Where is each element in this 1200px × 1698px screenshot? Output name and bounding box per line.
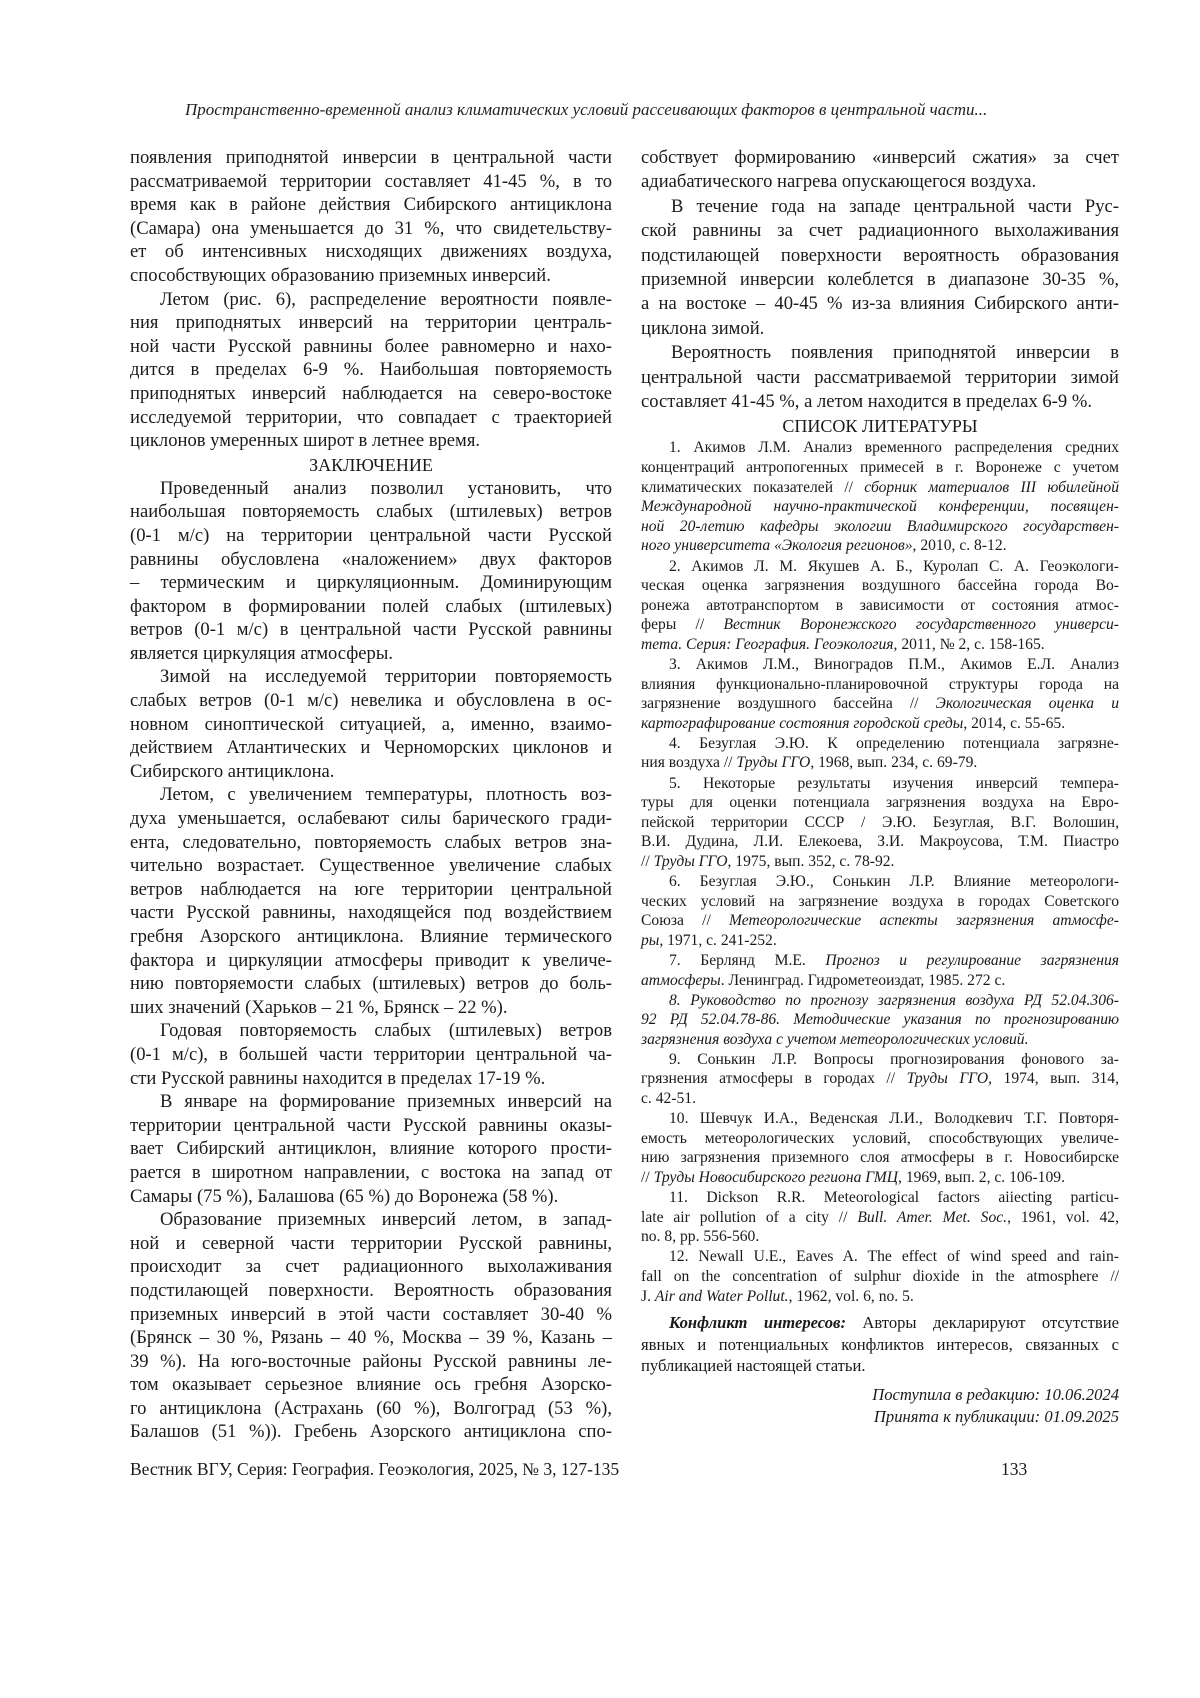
italic-text: Метеорологические аспекты загрязнения атмосфе- [729,912,1119,929]
text-line [641,1109,1119,1129]
text-line [641,655,1119,675]
text-line [641,694,1119,714]
text-line: сти Русской равнины находится в пределах 17-19 %. [130,1067,612,1091]
text-line [641,438,1119,458]
italic-text: атмосферы [641,972,721,989]
text-line: – термическим и циркуляционным. Доминирующим [130,571,612,595]
text-line [641,714,1119,734]
text-line: (0-1 м/с), в большей части территории центральной ча- [130,1043,612,1067]
article-dates [641,1384,1119,1428]
text-line [641,774,1119,794]
text-span: явных и потенциальных конфликтов интересов, связанных с [641,1335,1119,1354]
text-span: J. [641,1288,655,1305]
text-line: го антициклона (Астрахань (60 %), Волгоград (53 %), [130,1397,612,1421]
text-line [641,1148,1119,1168]
reference-item [641,774,1119,872]
text-line: ветров (0-1 м/с) в центральной части Русской равнины [130,618,612,642]
text-line: Самары (75 %), Балашова (65 %) до Воронежа (58 %). [130,1185,612,1209]
conflict-of-interest [641,1312,1119,1376]
text-line: В январе на формирование приземных инверсий на [130,1090,612,1114]
text-span: ческая оценка загрязнения воздушного бассейна города Во- [641,577,1119,594]
text-line: фактором в формировании полей слабых (штилевых) [130,595,612,619]
text-span: публикацией настоящей статьи. [641,1356,866,1375]
italic-text: Air and Water Pollut. [655,1288,789,1305]
text-span: , 2010, с. 8-12. [913,537,1007,554]
text-line [641,1267,1119,1287]
text-span: туры для оценки потенциала загрязнения воздуха на Евро- [641,794,1119,811]
received-date: Поступила в редакцию: 10.06.2024 [641,1384,1119,1406]
text-line [641,517,1119,537]
text-line: ветров наблюдается на юге территории центральной [130,878,612,902]
text-span: . Ленинград. Гидрометеоиздат, 1985. 272 с. [721,972,1006,989]
text-line: 39 %). На юго-восточные районы Русской равнины ле- [130,1350,612,1374]
text-line [641,596,1119,616]
text-span: 12. Newall U.E., Eaves A. The effect of wind speed and rain- [669,1248,1119,1265]
text-line [641,793,1119,813]
text-span: 11. Dickson R.R. Meteorological factors aiiecting particu- [669,1189,1119,1206]
text-line: ской равнины за счет радиационного выхолаживания [641,219,1119,243]
text-line: приземной инверсии колеблется в диапазоне 30-35 %, [641,268,1119,292]
text-line: время как в районе действия Сибирского антициклона [130,193,612,217]
text-span: ронежа автотранспортом в зависимости от состояния атмос- [641,597,1119,614]
text-line [641,1168,1119,1188]
italic-text: 8. Руководство по прогнозу загрязнения воздуха РД 52.04.306- [669,992,1119,1009]
right-body [641,146,1119,438]
text-line [641,1355,1119,1376]
text-line: исследуемой территории, что совпадает с траекторией [130,406,612,430]
text-line: а на востоке – 40-45 % из-за влияния Сибирского анти- [641,292,1119,316]
italic-text: тета. Серия: География. Геоэкология [641,636,894,653]
text-span: 3. Акимов Л.М., Виноградов П.М., Акимов Е.Л. Анализ [669,656,1119,673]
text-line: (Самара) она уменьшается до 31 %, что свидетельству- [130,217,612,241]
italic-text: сборник материалов III юбилейной [864,479,1119,496]
paragraph [130,1208,612,1444]
text-line [641,813,1119,833]
text-span: грязнения атмосферы в городах // [641,1070,907,1087]
text-span: феры // [641,616,723,633]
text-line [641,872,1119,892]
reference-item [641,951,1119,990]
running-head: Пространственно-временной анализ климатических условий рассеивающих факторов в центральной части... [185,100,987,120]
section-heading: СПИСОК ЛИТЕРАТУРЫ [641,414,1119,438]
text-line [641,1129,1119,1149]
text-line [641,675,1119,695]
text-span: емость метеорологических условий, способствующих увеличе- [641,1130,1119,1147]
paragraph [641,195,1119,341]
text-line: духа уменьшается, ослабевают силы барического гради- [130,807,612,831]
text-span: , 1975, вып. 352, с. 78-92. [727,853,894,870]
text-line: циклона зимой. [641,317,1119,341]
text-span: 1. Акимов Л.М. Анализ временного распределения средних [669,439,1119,456]
text-line: ента, следовательно, повторяемость слабых ветров зна- [130,831,612,855]
text-line: новном синоптической ситуацией, а, именно, взаимо- [130,713,612,737]
reference-list [641,438,1119,1306]
text-line [641,991,1119,1011]
text-line [641,1287,1119,1307]
text-line: (0-1 м/с) на территории центральной части Русской [130,524,612,548]
text-line: циклонов умеренных широт в летнее время. [130,429,612,453]
text-line: гребня Азорского антициклона. Влияние термического [130,925,612,949]
text-span: концентраций антропогенных примесей в г. Воронеже с учетом [641,459,1119,476]
text-line [641,557,1119,577]
text-span: 7. Берлянд М.Е. [669,952,825,969]
text-line [641,931,1119,951]
text-span: , 1971, с. 241-252. [659,932,776,949]
text-line [641,478,1119,498]
paragraph [641,341,1119,414]
text-line [641,1312,1119,1333]
text-line [641,1208,1119,1228]
text-line: рается в широтном направлении, с востока на запад от [130,1161,612,1185]
paragraph [130,288,612,453]
text-line [641,1010,1119,1030]
text-line: Балашов (51 %)). Гребень Азорского антициклона спо- [130,1420,612,1444]
text-span: // [641,853,654,870]
text-span: 6. Безуглая Э.Ю., Сонькин Л.Р. Влияние метеорологи- [669,873,1119,890]
italic-text: 92 РД 52.04.78-86. Методические указания по прогнозированию [641,1011,1119,1028]
text-line: происходит за счет радиационного выхолаживания [130,1255,612,1279]
paragraph [130,1019,612,1090]
text-span: , 2014, с. 55-65. [963,715,1065,732]
text-line: приподнятых инверсий наблюдается на северо-востоке [130,382,612,406]
text-line: Летом, с увеличением температуры, плотность воз- [130,783,612,807]
text-line: территории центральной части Русской равнины оказы- [130,1114,612,1138]
text-span: нию загрязнения приземного слоя атмосферы в г. Новосибирске [641,1149,1119,1166]
italic-text: Труды ГГО [736,754,810,771]
italic-text: Экологическая оценка и [936,695,1119,712]
paragraph [130,146,612,288]
paragraph [641,146,1119,195]
italic-text: Bull. Amer. Met. Soc. [857,1209,1007,1226]
text-line: подстилающей поверхности. Вероятность образования [130,1279,612,1303]
text-span: fall on the concentration of sulphur dioxide in the atmosphere // [641,1268,1119,1285]
text-line: вает Сибирский антициклон, влияние которого прости- [130,1137,612,1161]
text-span: Союза // [641,912,729,929]
reference-item [641,734,1119,773]
text-line: наибольшая повторяемость слабых (штилевых) ветров [130,500,612,524]
italic-text: картографирование состояния городской среды [641,715,963,732]
text-line [641,1050,1119,1070]
text-line: способствующих образованию приземных инверсий. [130,264,612,288]
text-line [641,1227,1119,1247]
text-line [641,852,1119,872]
text-line [641,1030,1119,1050]
text-line: Годовая повторяемость слабых (штилевых) ветров [130,1019,612,1043]
text-line: Зимой на исследуемой территории повторяемость [130,665,612,689]
text-line: ния приподнятых инверсий на территории централь- [130,311,612,335]
paragraph [130,477,612,666]
bold-label: Конфликт интересов: [669,1313,846,1332]
italic-text: ры [641,932,659,949]
text-span: late air pollution of a city // [641,1209,857,1226]
text-line: равнины обусловлена «наложением» двух факторов [130,548,612,572]
text-line: центральной части рассматриваемой территории зимой [641,366,1119,390]
text-line: фактора и циркуляции атмосферы приводит к увеличе- [130,949,612,973]
accepted-date: Принята к публикации: 01.09.2025 [641,1406,1119,1428]
text-line [641,892,1119,912]
reference-item [641,1050,1119,1109]
left-column [130,146,612,1444]
text-line: Летом (рис. 6), распределение вероятности появле- [130,288,612,312]
reference-item [641,1247,1119,1306]
text-span: загрязнение воздушного бассейна // [641,695,936,712]
italic-text: ной 20-летию кафедры экологии Владимирского государствен- [641,518,1119,535]
right-column [641,146,1119,1428]
text-span: ния воздуха // [641,754,736,771]
text-line: том оказывает серьезное влияние ось гребня Азорско- [130,1373,612,1397]
paragraph [130,1090,612,1208]
reference-item [641,655,1119,733]
text-span: , 1962, vol. 6, no. 5. [789,1288,914,1305]
text-span: , 1961, vol. 42, [1007,1209,1119,1226]
text-span: климатических показателей // [641,479,864,496]
text-span: В.И. Дудина, Л.И. Елекоева, З.И. Макроусова, Т.М. Пиастро [641,833,1119,850]
text-line [641,1089,1119,1109]
footer-journal-citation: Вестник ВГУ, Серия: География. Геоэкология, 2025, № 3, 127-135 [130,1459,619,1480]
text-line: части Русской равнины, находящейся под воздействием [130,901,612,925]
text-line: слабых ветров (0-1 м/с) невелика и обусловлена в ос- [130,689,612,713]
text-line: является циркуляция атмосферы. [130,642,612,666]
text-span: влияния функционально-планировочной структуры города на [641,676,1119,693]
text-line [641,458,1119,478]
text-line: рассматриваемой территории составляет 41-45 %, в то [130,170,612,194]
text-span: ческих условий на загрязнение воздуха в городах Советского [641,893,1119,910]
text-line: нию повторяемости слабых (штилевых) ветров до боль- [130,972,612,996]
text-line [641,615,1119,635]
text-line: В течение года на западе центральной части Рус- [641,195,1119,219]
text-line: Проведенный анализ позволил установить, что [130,477,612,501]
text-line [641,1247,1119,1267]
reference-item [641,1188,1119,1247]
text-span: , 1968, вып. 234, с. 69-79. [810,754,977,771]
text-line [641,971,1119,991]
conflict-paragraph [641,1312,1119,1376]
text-line: (Брянск – 30 %, Рязань – 40 %, Москва – 39 %, Казань – [130,1326,612,1350]
text-span: 2. Акимов Л. М. Якушев А. Б., Куролап С. А. Геоэкологи- [669,558,1119,575]
reference-item [641,991,1119,1050]
section-heading: ЗАКЛЮЧЕНИЕ [130,453,612,477]
reference-item [641,438,1119,556]
text-span: с. 42-51. [641,1090,696,1107]
text-line [641,911,1119,931]
text-span: , 1969, вып. 2, с. 106-109. [898,1169,1065,1186]
text-line [641,734,1119,754]
text-span: 5. Некоторые результаты изучения инверсий темпера- [669,775,1119,792]
italic-text: Труды ГГО [907,1070,989,1087]
text-line: собствует формированию «инверсий сжатия» за счет [641,146,1119,170]
text-line: ет об интенсивных нисходящих движениях воздуха, [130,240,612,264]
text-line: Вероятность появления приподнятой инверсии в [641,341,1119,365]
text-line: чительно возрастает. Существенное увеличение слабых [130,854,612,878]
text-line: ной и северной части территории Русской равнины, [130,1232,612,1256]
reference-item [641,557,1119,655]
text-span: 4. Безуглая Э.Ю. К определению потенциала загрязне- [669,735,1119,752]
text-line: ших значений (Харьков – 21 %, Брянск – 22 %). [130,996,612,1020]
text-line [641,1188,1119,1208]
italic-text: Труды Новосибирского региона ГМЦ [654,1169,898,1186]
italic-text: ного университета «Экология регионов» [641,537,913,554]
text-line: Образование приземных инверсий летом, в запад- [130,1208,612,1232]
paragraph [130,783,612,1019]
text-line [641,832,1119,852]
text-line: ной части Русской равнины более равномерно и нахо- [130,335,612,359]
reference-item [641,1109,1119,1187]
italic-text: загрязнения воздуха с учетом метеорологических условий. [641,1031,1028,1048]
text-line [641,536,1119,556]
text-line: составляет 41-45 %, а летом находится в пределах 6-9 %. [641,390,1119,414]
text-span: пейской территории СССР / Э.Ю. Безуглая, В.Г. Волошин, [641,814,1119,831]
text-span: no. 8, pp. 556-560. [641,1228,759,1245]
text-span: 10. Шевчук И.А., Веденская Л.И., Володкевич Т.Г. Повторя- [669,1110,1119,1127]
text-line [641,1334,1119,1355]
italic-text: Вестник Воронежского государственного универси- [723,616,1119,633]
text-line: дится в пределах 6-9 %. Наибольшая повторяемость [130,358,612,382]
italic-text: Международной научно-практической конференции, посвящен- [641,498,1119,515]
text-line [641,576,1119,596]
page-number: 133 [1001,1459,1027,1480]
text-line: подстилающей поверхности вероятность образования [641,244,1119,268]
text-span: // [641,1169,654,1186]
reference-item [641,872,1119,950]
paragraph [130,665,612,783]
text-span: , 2011, № 2, с. 158-165. [894,636,1045,653]
italic-text: Прогноз и регулирование загрязнения [825,952,1119,969]
text-span: Авторы декларируют отсутствие [846,1313,1119,1332]
text-line: Сибирского антициклона. [130,760,612,784]
text-line [641,497,1119,517]
document-page [0,0,1200,1698]
text-line: действием Атлантических и Черноморских циклонов и [130,736,612,760]
text-span: , 1974, вып. 314, [988,1070,1119,1087]
italic-text: Труды ГГО [654,853,728,870]
text-line: появления приподнятой инверсии в центральной части [130,146,612,170]
text-line: приземных инверсий в этой части составляет 30-40 % [130,1303,612,1327]
text-line [641,753,1119,773]
text-line [641,635,1119,655]
text-span: 9. Сонькин Л.Р. Вопросы прогнозирования фонового за- [669,1051,1119,1068]
text-line [641,1069,1119,1089]
text-line: адиабатического нагрева опускающегося воздуха. [641,170,1119,194]
text-line [641,951,1119,971]
